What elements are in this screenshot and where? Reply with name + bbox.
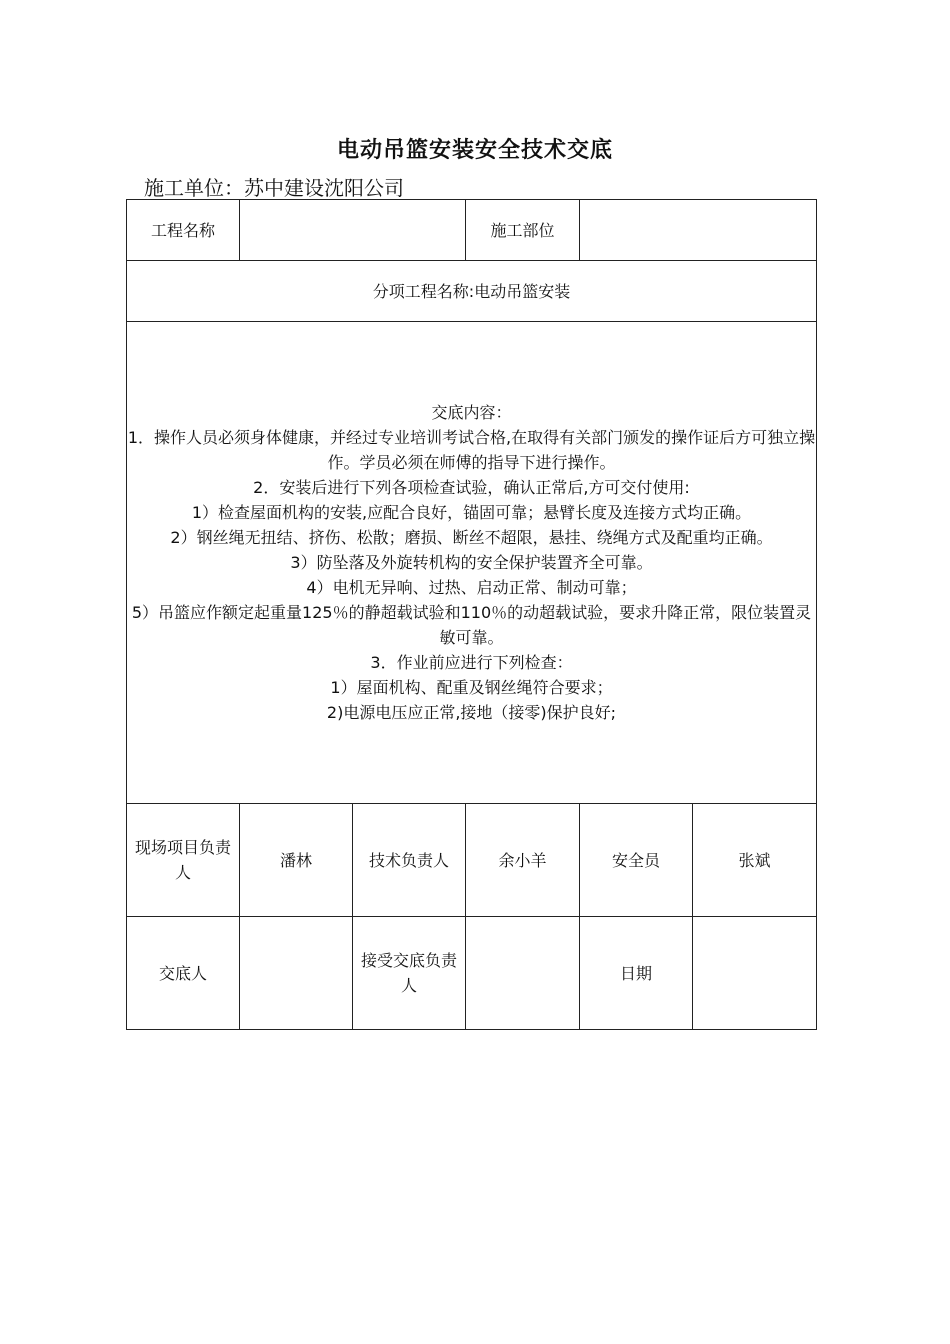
safety-officer-name: 张斌 — [693, 804, 817, 917]
project-info-row — [127, 200, 817, 261]
content-line: 4）电机无异响、过热、启动正常、制动可靠； — [306, 578, 637, 597]
content-line: 2）钢丝绳无扭结、挤伤、松散；磨损、断丝不超限，悬挂、绕绳方式及配重均正确。 — [170, 528, 773, 547]
content-line: 5）吊篮应作额定起重量125％的静超载试验和110％的动超载试验，要求升降正常，限位装置灵敏可靠。 — [131, 603, 812, 647]
content-line: 1）检查屋面机构的安装,应配合良好，锚固可靠；悬臂长度及连接方式均正确。 — [191, 503, 752, 522]
sub-project-name: 分项工程名称:电动吊篮安装 — [127, 261, 817, 322]
receiver-label: 接受交底负责人 — [361, 951, 458, 995]
content-line: 2．安装后进行下列各项检查试验，确认正常后,方可交付使用: — [253, 478, 690, 497]
briefer-field[interactable] — [240, 917, 353, 1030]
construction-part-label: 施工部位 — [466, 200, 580, 261]
date-label: 日期 — [580, 917, 693, 1030]
construction-unit-line: 施工单位：苏中建设沈阳公司 — [144, 176, 404, 200]
content-row — [127, 322, 817, 804]
signature-row — [127, 917, 817, 1030]
document-title: 电动吊篮安装安全技术交底 — [336, 138, 613, 163]
tech-lead-label: 技术负责人 — [353, 804, 466, 917]
receiver-label-cell — [353, 917, 466, 1030]
date-field[interactable] — [693, 917, 817, 1030]
construction-part-field[interactable] — [580, 200, 817, 261]
content-line: 1．操作人员必须身体健康，并经过专业培训考试合格,在取得有关部门颁发的操作证后方可独立操作。学员必须在师傅的指导下进行操作。 — [127, 428, 816, 472]
content-line: 3．作业前应进行下列检查： — [370, 653, 573, 672]
safety-officer-label: 安全员 — [580, 804, 693, 917]
disclosure-form-table — [126, 199, 817, 1030]
sub-project-row — [127, 261, 817, 322]
site-manager-name: 潘林 — [240, 804, 353, 917]
project-name-label: 工程名称 — [127, 200, 240, 261]
responsible-row — [127, 804, 817, 917]
tech-lead-name: 余小羊 — [466, 804, 580, 917]
project-name-field[interactable] — [240, 200, 466, 261]
site-manager-label: 现场项目负责人 — [135, 838, 232, 882]
content-line: 2)电源电压应正常,接地（接零)保护良好; — [326, 703, 617, 722]
content-line: 交底内容： — [431, 403, 512, 422]
site-manager-label-cell — [127, 804, 240, 917]
briefer-label: 交底人 — [127, 917, 240, 1030]
receiver-field[interactable] — [466, 917, 580, 1030]
content-line: 3）防坠落及外旋转机构的安全保护装置齐全可靠。 — [290, 553, 653, 572]
content-line: 1）屋面机构、配重及钢丝绳符合要求； — [330, 678, 613, 697]
disclosure-content — [127, 322, 817, 804]
